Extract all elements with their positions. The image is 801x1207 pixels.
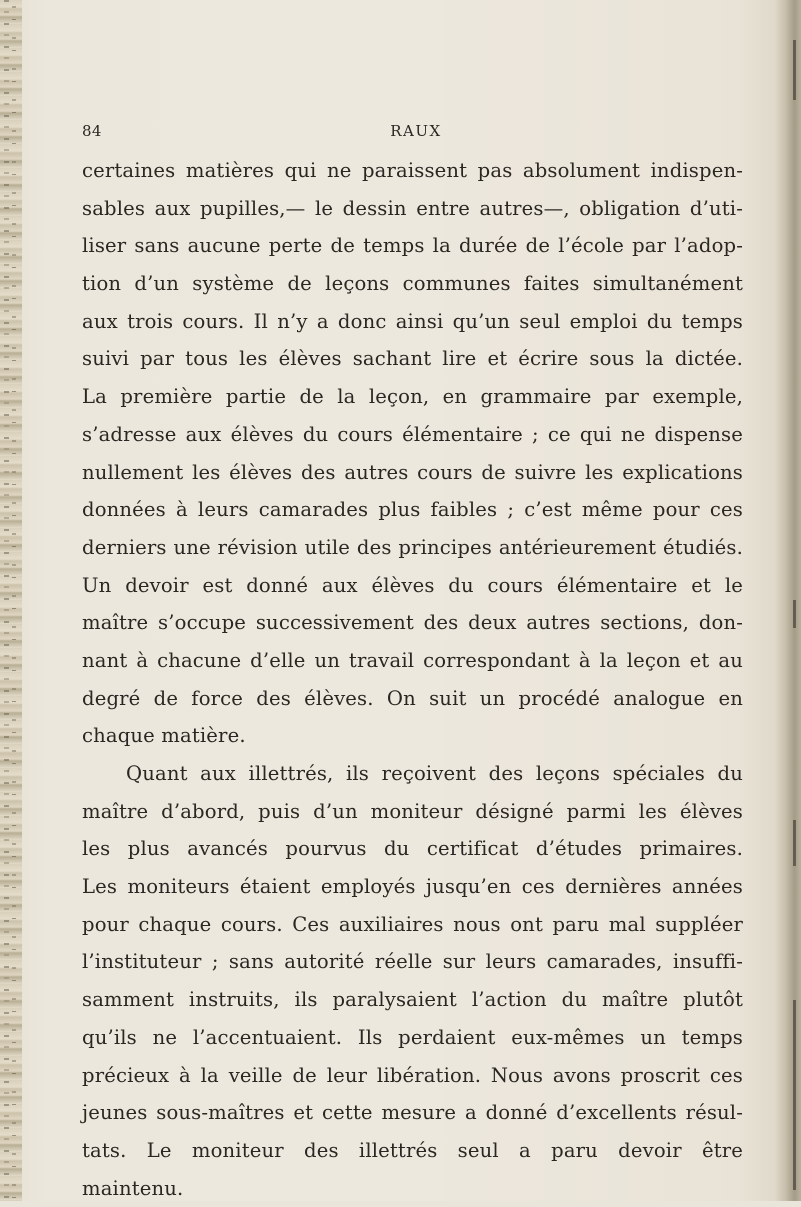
text-line: nant à chacune d’elle un travail correspondant à la leçon et au: [82, 648, 743, 672]
text-line: suivi par tous les élèves sachant lire et écrire sous la dictée.: [82, 347, 743, 371]
text-line: tion d’un système de leçons communes faites simultanément: [82, 272, 743, 296]
text-line: derniers une révision utile des principes antérieurement étudiés.: [82, 535, 743, 559]
text-line: aux trois cours. Il n’y a donc ainsi qu’un seul emploi du temps: [82, 309, 743, 333]
edge-mark: [793, 40, 796, 100]
text-line: données à leurs camarades plus faibles ; c’est même pour ces: [82, 498, 743, 522]
text-line: certaines matières qui ne paraissent pas absolument indispen-: [82, 159, 743, 182]
text-line: liser sans aucune perte de temps la durée de l’école par l’adop-: [82, 234, 743, 258]
text-line: maître d’abord, puis d’un moniteur désigné parmi les élèves: [82, 799, 743, 823]
text-line: Un devoir est donné aux élèves du cours élémentaire et le: [82, 573, 743, 597]
text-line: qu’ils ne l’accentuaient. Ils perdaient eux-mêmes un temps: [82, 1025, 743, 1049]
text-line: degré de force des élèves. On suit un procédé analogue en: [82, 686, 743, 710]
text-line: maintenu.: [82, 1176, 184, 1200]
text-line: maître s’occupe successivement des deux autres sections, don-: [82, 611, 743, 635]
page-number: 84: [82, 122, 102, 140]
page-header: [82, 122, 742, 144]
edge-mark: [793, 820, 796, 866]
binding-edge: [0, 0, 22, 1201]
text-line: samment instruits, ils paralysaient l’action du maître plutôt: [82, 988, 743, 1012]
text-line: Quant aux illettrés, ils reçoivent des leçons spéciales du: [126, 762, 743, 785]
text-line: La première partie de la leçon, en grammaire par exemple,: [82, 385, 743, 409]
edge-mark: [793, 600, 796, 628]
text-line: Les moniteurs étaient employés jusqu’en ces dernières années: [82, 875, 743, 899]
text-line: nullement les élèves des autres cours de suivre les explications: [82, 460, 743, 484]
text-line: jeunes sous-maîtres et cette mesure a donné d’excellents résul-: [82, 1101, 743, 1125]
text-line: l’instituteur ; sans autorité réelle sur leurs camarades, insuffi-: [82, 950, 743, 974]
text-line: pour chaque cours. Ces auxiliaires nous ont paru mal suppléer: [82, 912, 743, 936]
body-text: [82, 152, 743, 1207]
text-line: sables aux pupilles,— le dessin entre autres—, obligation d’uti-: [82, 196, 743, 220]
text-line: chaque matière.: [82, 724, 246, 748]
text-line: tats. Le moniteur des illettrés seul a paru devoir être: [82, 1138, 743, 1162]
text-line: s’adresse aux élèves du cours élémentaire ; ce qui ne dispense: [82, 422, 743, 446]
page-edge-shadow: [775, 0, 801, 1201]
running-head: RAUX: [390, 122, 442, 140]
text-line: les plus avancés pourvus du certificat d’études primaires.: [82, 837, 743, 861]
edge-mark: [793, 1000, 796, 1190]
text-line: précieux à la veille de leur libération. Nous avons proscrit ces: [82, 1063, 743, 1087]
